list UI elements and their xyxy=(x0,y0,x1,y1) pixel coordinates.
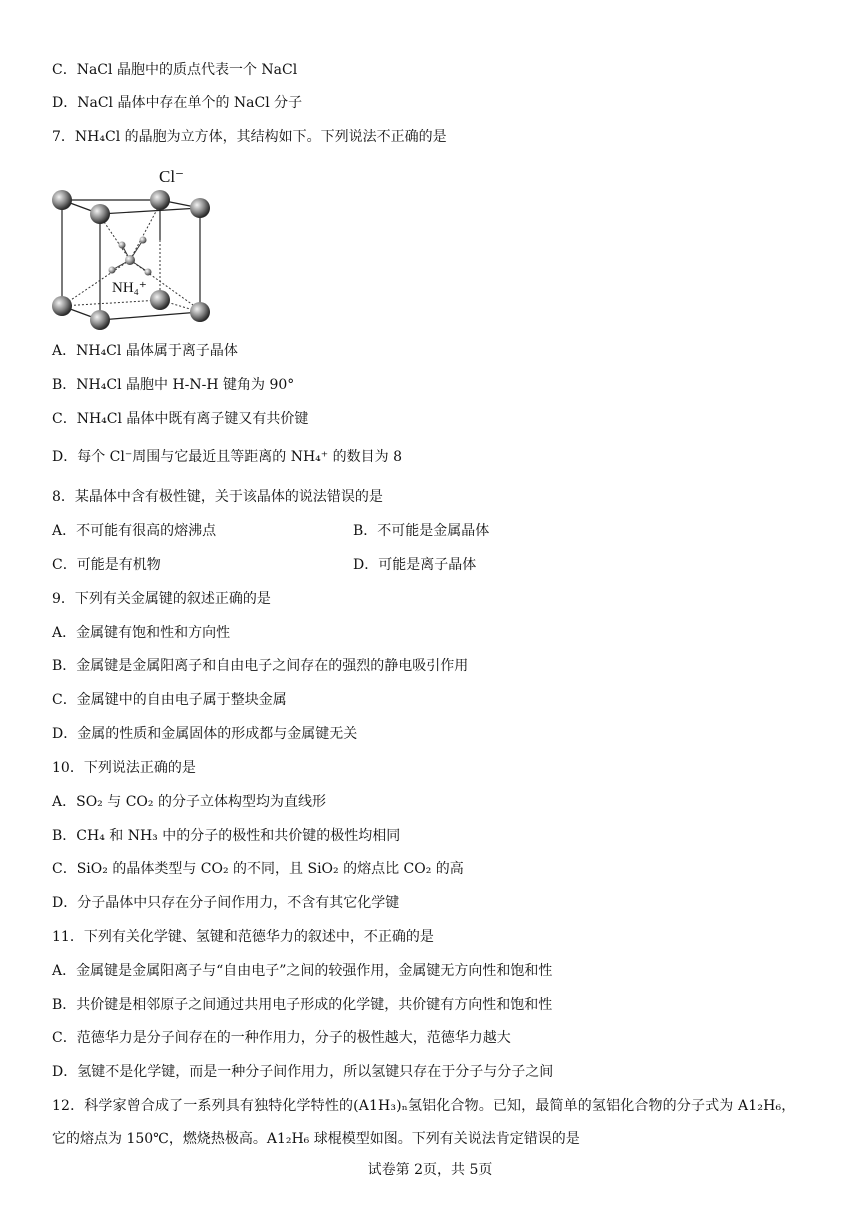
chloride-ion xyxy=(90,204,110,224)
option-8a: A．不可能有很高的熔沸点 xyxy=(52,523,217,539)
option-9d: D．金属的性质和金属固体的形成都与金属键无关 xyxy=(52,726,358,742)
option-9c: C．金属键中的自由电子属于整块金属 xyxy=(52,692,287,708)
chloride-ion xyxy=(150,190,170,210)
question-12-line-2: 它的熔点为 150℃，燃烧热极高。A1₂H₆ 球棍模型如图。下列有关说法肯定错误的是 xyxy=(52,1131,580,1147)
hydrogen-atom xyxy=(109,267,116,274)
option-10b: B．CH₄ 和 NH₃ 中的分子的极性和共价键的极性均相同 xyxy=(52,828,401,844)
option-9a: A．金属键有饱和性和方向性 xyxy=(52,625,231,641)
question-11: 11．下列有关化学键、氢键和范德华力的叙述中，不正确的是 xyxy=(52,929,434,945)
question-7: 7．NH₄Cl 的晶胞为立方体，其结构如下。下列说法不正确的是 xyxy=(52,129,447,145)
option-11b: B．共价键是相邻原子之间通过共用电子形成的化学键，共价键有方向性和饱和性 xyxy=(52,997,553,1013)
question-9: 9．下列有关金属键的叙述正确的是 xyxy=(52,591,271,607)
nitrogen-atom xyxy=(125,255,135,265)
chloride-ion xyxy=(90,310,110,330)
option-6d: D．NaCl 晶体中存在单个的 NaCl 分子 xyxy=(52,95,303,111)
option-7a: A．NH₄Cl 晶体属于离子晶体 xyxy=(52,343,238,359)
question-12-line-1: 12．科学家曾合成了一系列具有独特化学特性的(A1H₃)ₙ氢铝化合物。已知，最简单的氢铝化合物的分子式为 A1₂H₆， xyxy=(52,1098,796,1114)
hydrogen-atom xyxy=(119,242,126,249)
nh4cl-unit-cell-figure xyxy=(40,160,220,335)
option-11a: A．金属键是金属阳离子与“自由电子”之间的较强作用，金属键无方向性和饱和性 xyxy=(52,963,553,979)
chloride-ion xyxy=(190,198,210,218)
option-11c: C．范德华力是分子间存在的一种作用力，分子的极性越大，范德华力越大 xyxy=(52,1030,511,1046)
option-7b: B．NH₄Cl 晶胞中 H-N-H 键角为 90° xyxy=(52,377,295,393)
chloride-ion xyxy=(150,290,170,310)
option-10a: A．SO₂ 与 CO₂ 的分子立体构型均为直线形 xyxy=(52,794,326,810)
hydrogen-atom xyxy=(145,269,152,276)
option-8d: D．可能是离子晶体 xyxy=(353,557,477,573)
option-6c: C．NaCl 晶胞中的质点代表一个 NaCl xyxy=(52,62,298,78)
option-7d: D．每个 Cl⁻周围与它最近且等距离的 NH₄⁺ 的数目为 8 xyxy=(52,449,402,465)
ammonium-label: NH₄⁺ xyxy=(112,280,147,296)
page-footer: 试卷第 2页，共 5页 xyxy=(367,1162,493,1178)
option-10d: D．分子晶体中只存在分子间作用力，不含有其它化学键 xyxy=(52,895,400,911)
question-10: 10．下列说法正确的是 xyxy=(52,760,196,776)
chloride-ion xyxy=(190,302,210,322)
option-10c: C．SiO₂ 的晶体类型与 CO₂ 的不同，且 SiO₂ 的熔点比 CO₂ 的高 xyxy=(52,861,464,877)
question-8: 8．某晶体中含有极性键，关于该晶体的说法错误的是 xyxy=(52,489,383,505)
option-7c: C．NH₄Cl 晶体中既有离子键又有共价键 xyxy=(52,411,309,427)
option-11d: D．氢键不是化学键，而是一种分子间作用力，所以氢键只存在于分子与分子之间 xyxy=(52,1064,554,1080)
hydrogen-atom xyxy=(140,237,147,244)
chloride-ion xyxy=(52,190,72,210)
option-9b: B．金属键是金属阳离子和自由电子之间存在的强烈的静电吸引作用 xyxy=(52,658,469,674)
option-8b: B．不可能是金属晶体 xyxy=(353,523,490,539)
option-8c: C．可能是有机物 xyxy=(52,557,161,573)
chloride-label: Cl⁻ xyxy=(159,167,185,186)
chloride-ion xyxy=(52,296,72,316)
